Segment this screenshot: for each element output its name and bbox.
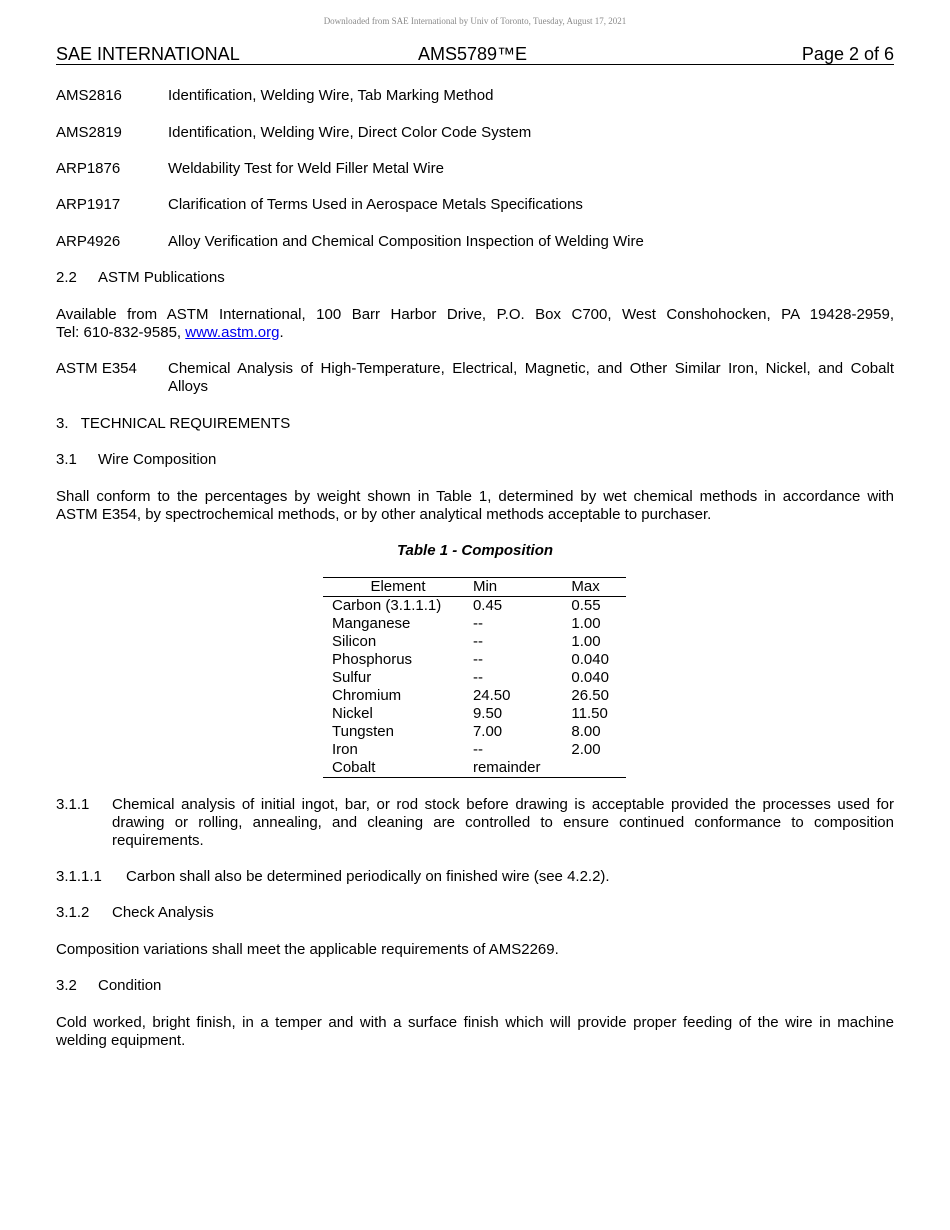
element-cell: Iron [332,741,358,758]
element-cell: Nickel [332,705,373,722]
max-cell: 0.55 [571,597,601,614]
paragraph-line: Composition variations shall meet the applicable requirements of AMS2269. [56,941,559,958]
table-row [323,615,626,633]
element-cell: Sulfur [332,669,372,686]
max-cell: 26.50 [571,687,609,704]
reference-title-continued: Alloys [168,378,209,395]
reference-title: Identification, Welding Wire, Direct Color Code System [168,124,532,141]
table-row [323,669,626,687]
section-heading: ASTM Publications [98,269,225,286]
max-cell: 0.040 [571,669,609,686]
element-cell: Cobalt [332,759,376,776]
astm-period: . [279,324,284,341]
max-cell: 0.040 [571,651,609,668]
paragraph-line: welding equipment. [56,1032,186,1049]
paragraph-line: Carbon shall also be determined periodically on finished wire (see 4.2.2). [126,868,610,885]
element-cell: Silicon [332,633,377,650]
column-header-min: Min [472,578,498,595]
max-cell: 11.50 [571,705,608,722]
reference-code: ARP4926 [56,233,121,250]
reference-title: Weldability Test for Weld Filler Metal Wire [168,160,444,177]
element-cell: Chromium [332,687,402,704]
max-cell [571,759,626,778]
table-row [323,633,626,651]
min-cell: 7.00 [472,723,503,740]
paragraph-line: Shall conform to the percentages by weight shown in Table 1, determined by wet chemical methods in accordance with [56,488,894,505]
table-row [323,687,626,705]
header-page-number: Page 2 of 6 [801,44,894,64]
min-cell: 24.50 [472,687,511,704]
table-row [323,723,626,741]
max-cell: 1.00 [571,633,601,650]
column-header-max: Max [571,578,600,595]
min-cell: -- [472,669,483,686]
page-header [56,44,894,65]
paragraph-line: ASTM E354, by spectrochemical methods, or by other analytical methods acceptable to purchaser. [56,506,712,523]
section-number: 3.1.1 [56,796,90,813]
paragraph-line: Chemical analysis of initial ingot, bar, or rod stock before drawing is acceptable provided the processes used for [112,796,894,813]
min-cell: 9.50 [472,705,503,722]
paragraph-line: Cold worked, bright finish, in a temper and with a surface finish which will provide proper feeding of the wire in machine [56,1014,894,1031]
table-row [323,759,626,778]
reference-code: ARP1917 [56,196,121,213]
min-cell: -- [472,615,483,632]
astm-website-link[interactable]: www.astm.org [185,324,280,341]
min-cell: -- [472,741,483,758]
header-org: SAE INTERNATIONAL [56,44,240,64]
astm-contact-line [56,324,284,342]
reference-title: Clarification of Terms Used in Aerospace Metals Specifications [168,196,583,213]
section-heading: 3. TECHNICAL REQUIREMENTS [56,415,291,432]
section-number: 3.1.1.1 [56,868,102,885]
composition-table [323,577,626,778]
reference-title: Identification, Welding Wire, Tab Marking Method [168,87,494,104]
section-number: 2.2 [56,269,77,286]
max-cell: 2.00 [571,741,601,758]
table-row [323,651,626,669]
astm-telephone: Tel: 610-832-9585, [56,324,186,341]
reference-code: ARP1876 [56,160,121,177]
reference-code: AMS2816 [56,87,122,104]
table-row [323,741,626,759]
column-header-element: Element [370,578,426,595]
min-cell: 0.45 [472,597,503,614]
section-heading: Check Analysis [112,904,214,921]
table-row [323,597,626,616]
section-number: 3.1 [56,451,77,468]
min-cell: -- [472,633,483,650]
element-cell: Carbon (3.1.1.1) [332,597,442,614]
paragraph-line: drawing or rolling, annealing, and cleaning are controlled to ensure continued conformance to composition [112,814,894,831]
max-cell: 8.00 [571,723,601,740]
section-number: 3.2 [56,977,77,994]
header-doc-id: AMS5789™E [418,44,528,64]
reference-title: Chemical Analysis of High-Temperature, Electrical, Magnetic, and Other Similar Iron, Nickel, and Cobalt [168,360,894,377]
section-heading: Wire Composition [98,451,217,468]
element-cell: Phosphorus [332,651,413,668]
reference-code: AMS2819 [56,124,122,141]
table-header-row [323,578,626,597]
reference-code: ASTM E354 [56,360,137,377]
section-number: 3.1.2 [56,904,90,921]
astm-availability-line: Available from ASTM International, 100 Barr Harbor Drive, P.O. Box C700, West Conshohocken, PA 19428-2959, [56,306,894,323]
element-cell: Manganese [332,615,411,632]
section-heading: Condition [98,977,162,994]
reference-title: Alloy Verification and Chemical Composition Inspection of Welding Wire [168,233,644,250]
paragraph-line: requirements. [112,832,204,849]
min-cell: -- [472,651,483,668]
min-cell: remainder [472,759,541,776]
table-row [323,705,626,723]
element-cell: Tungsten [332,723,394,740]
download-notice: Downloaded from SAE International by Univ of Toronto, Tuesday, August 17, 2021 [323,16,627,26]
max-cell: 1.00 [571,615,601,632]
table-title: Table 1 - Composition [396,542,554,559]
